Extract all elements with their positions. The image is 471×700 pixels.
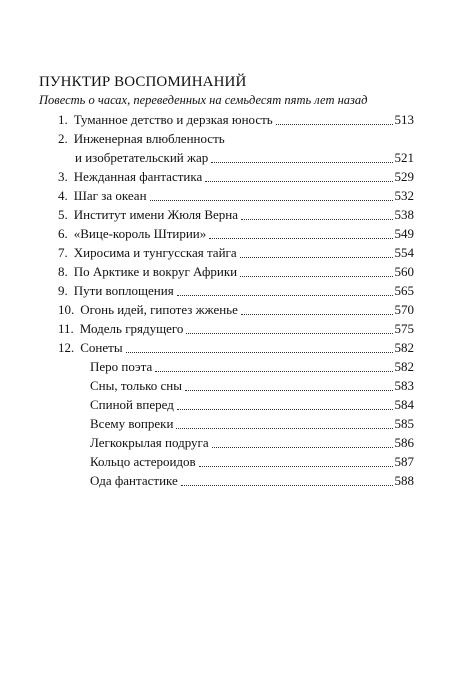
toc-entry (58, 185, 414, 204)
subentry-page: 587 (394, 454, 414, 469)
toc-entry (58, 337, 414, 356)
toc-entry (58, 204, 414, 223)
toc-entry (58, 223, 414, 242)
section-subtitle: Повесть о часах, переведенных на семьдесят пять лет назад (39, 93, 368, 107)
toc-entry (58, 299, 414, 318)
dot-leader (241, 207, 393, 220)
entry-page: 529 (394, 169, 414, 184)
entry-number: 9. (58, 283, 68, 298)
entry-page: 549 (394, 226, 414, 241)
entry-number: 12. (58, 340, 75, 355)
toc-subentry (90, 356, 414, 375)
entry-number: 1. (58, 112, 68, 127)
entry-title: Хиросима и тунгусская тайга (73, 245, 237, 260)
toc-entry (58, 242, 414, 261)
entry-number: 11. (58, 321, 74, 336)
entry-title: и изобретательский жар (75, 150, 209, 165)
dot-leader (212, 435, 393, 448)
dot-leader (176, 416, 392, 429)
subentry-page: 585 (394, 416, 414, 431)
entry-page: 565 (394, 283, 414, 298)
toc-entry (58, 166, 414, 185)
subentry-page: 582 (394, 359, 414, 374)
dot-leader (181, 473, 393, 486)
subentry-page: 583 (394, 378, 414, 393)
dot-leader (185, 378, 393, 391)
subentry-title: Спиной вперед (90, 397, 174, 412)
entry-title: Шаг за океан (73, 188, 147, 203)
toc-subentry (90, 375, 414, 394)
dot-leader (150, 188, 393, 201)
dot-leader (241, 302, 393, 315)
entry-page: 582 (394, 340, 414, 355)
dot-leader (126, 340, 393, 353)
dot-leader (186, 321, 392, 334)
entry-title: Институт имени Жюля Верна (73, 207, 238, 222)
subentry-title: Перо поэта (90, 359, 153, 374)
entry-page: 554 (394, 245, 414, 260)
dot-leader (199, 454, 393, 467)
entry-title: Инженерная влюбленность (73, 131, 225, 146)
toc-subentry (90, 451, 414, 470)
entry-title: Туманное детство и дерзкая юность (73, 112, 273, 127)
dot-leader (276, 112, 393, 125)
toc-entry (58, 109, 414, 128)
entry-page: 570 (394, 302, 414, 317)
dot-leader (240, 264, 392, 277)
subentry-title: Сны, только сны (90, 378, 182, 393)
entry-page: 521 (394, 150, 414, 165)
subentry-page: 584 (394, 397, 414, 412)
entry-page: 538 (394, 207, 414, 222)
entry-page: 575 (394, 321, 414, 336)
entry-number: 8. (58, 264, 68, 279)
entry-number: 2. (58, 131, 68, 146)
toc-subentry (90, 413, 414, 432)
entry-page: 532 (394, 188, 414, 203)
entry-number: 6. (58, 226, 68, 241)
toc-entry (58, 128, 414, 147)
entry-title: Модель грядущего (79, 321, 184, 336)
dot-leader (211, 150, 392, 163)
subentry-title: Всему вопреки (90, 416, 174, 431)
entry-title: «Вице-король Штирии» (73, 226, 207, 241)
dot-leader (209, 226, 392, 239)
subentry-page: 588 (394, 473, 414, 488)
entry-number: 10. (58, 302, 75, 317)
dot-leader (155, 359, 392, 372)
entry-title: По Арктике и вокруг Африки (73, 264, 238, 279)
toc-subentry (90, 394, 414, 413)
dot-leader (177, 397, 393, 410)
section-title: ПУНКТИР ВОСПОМИНАНИЙ (39, 74, 247, 90)
toc-entry-continuation (75, 147, 414, 166)
entry-number: 4. (58, 188, 68, 203)
entry-number: 3. (58, 169, 68, 184)
subentry-title: Легкокрылая подруга (90, 435, 209, 450)
toc-subentry (90, 470, 414, 489)
entry-title: Пути воплощения (73, 283, 174, 298)
entry-number: 5. (58, 207, 68, 222)
dot-leader (205, 169, 392, 182)
entry-title: Огонь идей, гипотез жженье (80, 302, 238, 317)
dot-leader (177, 283, 393, 296)
subentry-page: 586 (394, 435, 414, 450)
entry-title: Нежданная фантастика (73, 169, 203, 184)
dot-leader (240, 245, 393, 258)
toc-entry (58, 318, 414, 337)
subentry-title: Кольцо астероидов (90, 454, 196, 469)
toc-entry (58, 261, 414, 280)
toc-subentry (90, 432, 414, 451)
subentry-title: Ода фантастике (90, 473, 178, 488)
entry-title: Сонеты (80, 340, 123, 355)
toc-entry (58, 280, 414, 299)
entry-page: 513 (394, 112, 414, 127)
entry-number: 7. (58, 245, 68, 260)
entry-page: 560 (394, 264, 414, 279)
